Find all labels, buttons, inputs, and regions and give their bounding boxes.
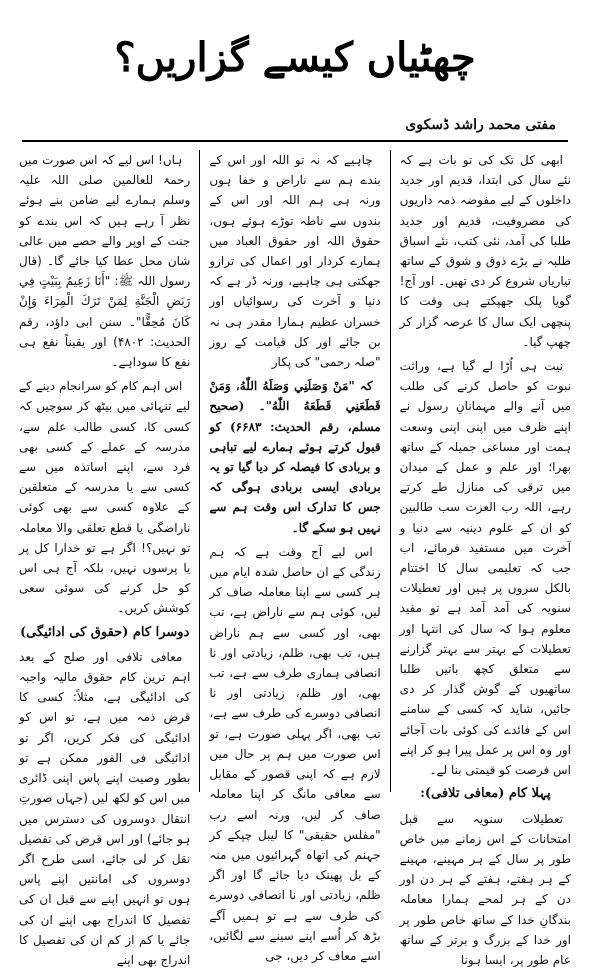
paragraph: تعطیلات سنویہ سے قبل امتحانات کے اس زمانے میں خاص طور پر سال کے ہر مہینے، مہینے کے ہر ہفتے، ہفتے کے ہر دن اور دن کے ہر لمحے ہمارا معاملہ بندگانِ خدا کے ساتھ خاص طور پر اور خدا کے بزرگ و برتر کے ساتھ عام طور پر، ایسا ہونا	[400, 809, 571, 970]
paragraph: چاہیے کہ نہ تو اللہ اور اس کے بندے ہم سے ناراض و خفا ہوں ورنہ ہی ہم اللہ اور اس کے بندوں سے ناطہ توڑے ہوئے ہوں، حقوق اللہ اور حقوق العباد میں ہمارے کردار اور اعمال کی ترازو جھکتی ہی چاہیے، ورنہ ڈر ہے کہ دنیا و آخرت کی رسوائیاں اور خسران عظیم ہمارا مقدر ہی نہ بن جائے اور کل قیامت کے روز "صلہ رحمی" کی پکار	[209, 150, 380, 372]
paragraph: کہ "مَنْ وَصَلَنِي وَصَلَهُ اللّٰهُ، وَمَنْ قَطَعَنِي قَطَعَهُ اللّٰهُ"۔ (صحیح مسلم، رقم الحدیث: ۶۶۸۳) کو قبول کرتے ہوئے ہمارے لیے تباہی و بربادی کا فیصلہ کر دیا گیا تو یہ بربادی ایسی بربادی ہوگی کہ جس کا تدارک اس وقت ہم سے نہیں ہو سکے گا۔	[209, 376, 380, 538]
paragraph: ابھی کل تک کی تو بات ہے کہ نئے سال کی ابتدا، قدیم اور جدید داخلوں کے لیے مفوضہ ذمہ داریوں کی مصروفیت، قدیم اور جدید طلبا کی آمد، نئی کتب، نئے اسباق طلبہ نے بڑے ذوق و شوق کے ساتھ تیاریاں شروع کر دی تھیں۔ اور آج! گویا پلک جھپکتے ہی وقت کا پنچھی ایک سال کا عرصہ گزار کر چھپ گیا۔	[400, 150, 571, 352]
paragraph: اس لیے آج وقت ہے کہ ہم زندگی کے ان حاصل شدہ ایام میں ہر کسی سے اپنا معاملہ صاف کر لیں، کوئی ہم سے ناراض ہے، تب بھی، اور کسی سے ہم ناراض ہیں، تب بھی، ظلم، زیادتی اور نا انصافی ہماری طرف سے ہے، تب بھی، اور ظلم، زیادتی اور نا انصافی دوسرے کی طرف سے ہے، تب بھی، اگر پہلی صورت ہے، تو اس صورت میں ہم پر حال میں لازم ہے کہ اپنی قصور کے مقابل سے معافی مانگ کر اپنا معاملہ صاف کر لیں، ورنہ اسے رب "مفلس حقیقی" کا لیبل چپکے کر جہنم کی اتھاہ گہرائیوں میں منہ کے بل پھینک دیا جائے گا اور اگر ظلم، زیادتی اور نا انصافی دوسرے کی طرف سے ہے تو ہمیں آگے بڑھ کر اُسے اپنے سینے سے لگائیں، اسے معاف کر دیں، جی	[209, 542, 380, 966]
paragraph: اس اہم کام کو سرانجام دینے کے لیے تنہائی میں بیٹھ کر سوچیں کہ کسی کا، کسی طالب علم سے، مدرسہ کے عملے کے کسی بھی فرد سے، اپنے اساتذہ میں سے کسی سے یا مدرسہ کے متعلقین کے علاوہ کسی سے بھی کوئی ناراضگی یا قطع تعلقی والا معاملہ تو نہیں؟! اگر ہے تو خدارا کل پر یا پرسوں نہیں، بلکہ آج ہی اس کو حل کرنے کی سوئی سعی کوشش کریں۔	[19, 376, 190, 618]
column-middle	[200, 150, 390, 792]
column-left	[10, 150, 200, 792]
section-heading: پہلا کام (معافی تلافی):	[400, 784, 571, 804]
paragraph: نیت ہی اُڑا لے گیا ہے، وراثت نبوت کو حاصل کرنے کی طلب میں آنے والے مہمانانِ رسول نے اپنے ظرف میں اپنی اپنی وسعت ہمت اور مساعی جمیلہ کے ساتھ بھرا؛ اور علم و عمل کے میدان میں ترقی کی منازل طے کرتے رہے، اللہ رب العزت سب طالبین کو ان کے علوم دینیہ سے دنیا و آخرت میں مستفید فرمائے، اب جب کہ تعلیمی سال کا اختتام بالکل سروں پر ہیں اور تعطیلات سنویہ کی آمد آمد ہے تو مفید معلوم ہوا کہ سال کی انتہا اور تعطیلات کے بہتر سے بہتر گزارنے سے متعلق کچھ باتیں طلبا ساتھیوں کے گوش گذار کر دی جائیں، شاید کہ کسی کے سامنے اس کے فائدے کی کوئی بات آجائے اور وہ اس پر عمل پیرا ہو کر اپنے اس فرصت کو قیمتی بنا لے۔	[400, 356, 571, 780]
paragraph: معافی تلافی اور صلح کے بعد اہم ترین کام حقوق مالیہ واجبہ کی ادائیگی ہے، مثلاً: کسی کا قرض ذمہ میں ہے، تو اس کو ادائیگی کی فکر کریں، اگر تو ادائیگی فی الفور ممکن ہے تو بطور وصیت اپنے پاس اپنی ڈائری میں اس کو لکھ لیں (جہاں صورتِ انتقال دوسروں کی دسترس میں ہو جائے) اور اس قرض کی تفصیل نقل کر لی جائے، اسی طرح اگر دوسروں کی امانتیں اپنے پاس ہوں تو انہیں اپنے سے قبل ان کی تفصیل کا اندراج بھی اپنے ان کی جائے یا کم از کم ان کی تفصیل کا اندراج بھی اپنے	[19, 647, 190, 970]
paragraph: ہاں! اس لیے کہ اس صورت میں رحمۃ للعالمین صلی اللہ علیہ وسلم ہمارے لیے ضامن بنے ہوئے نظر آ رہے ہیں کہ اس بندے کو جنت کے اوپر والے حصے میں عالی شان محل عطا کیا جائے گا۔ (قال رسول اللہ ﷺ: "أَنَا زَعِيمٌ بِبَيْتٍ فِي رَبَضِ الْجَنَّةِ لِمَنْ تَرَكَ الْمِرَاءَ وَإِنْ كَانَ مُحِقًّا"۔ سنن ابی داؤد، رقم الحدیث: ۴۸۰۲) اور یقیناً نفع ہی نفع کا سوداہے۔	[19, 150, 190, 372]
column-right	[391, 150, 580, 792]
author-name: مفتی محمد راشد ڈسکوی	[405, 117, 556, 133]
section-heading: دوسرا کام (حقوق کی ادائیگی)	[19, 623, 190, 643]
article-columns	[10, 150, 580, 792]
header-rule	[22, 140, 568, 142]
article-title: چھٹیاں کیسے گزاریں؟	[0, 34, 590, 81]
